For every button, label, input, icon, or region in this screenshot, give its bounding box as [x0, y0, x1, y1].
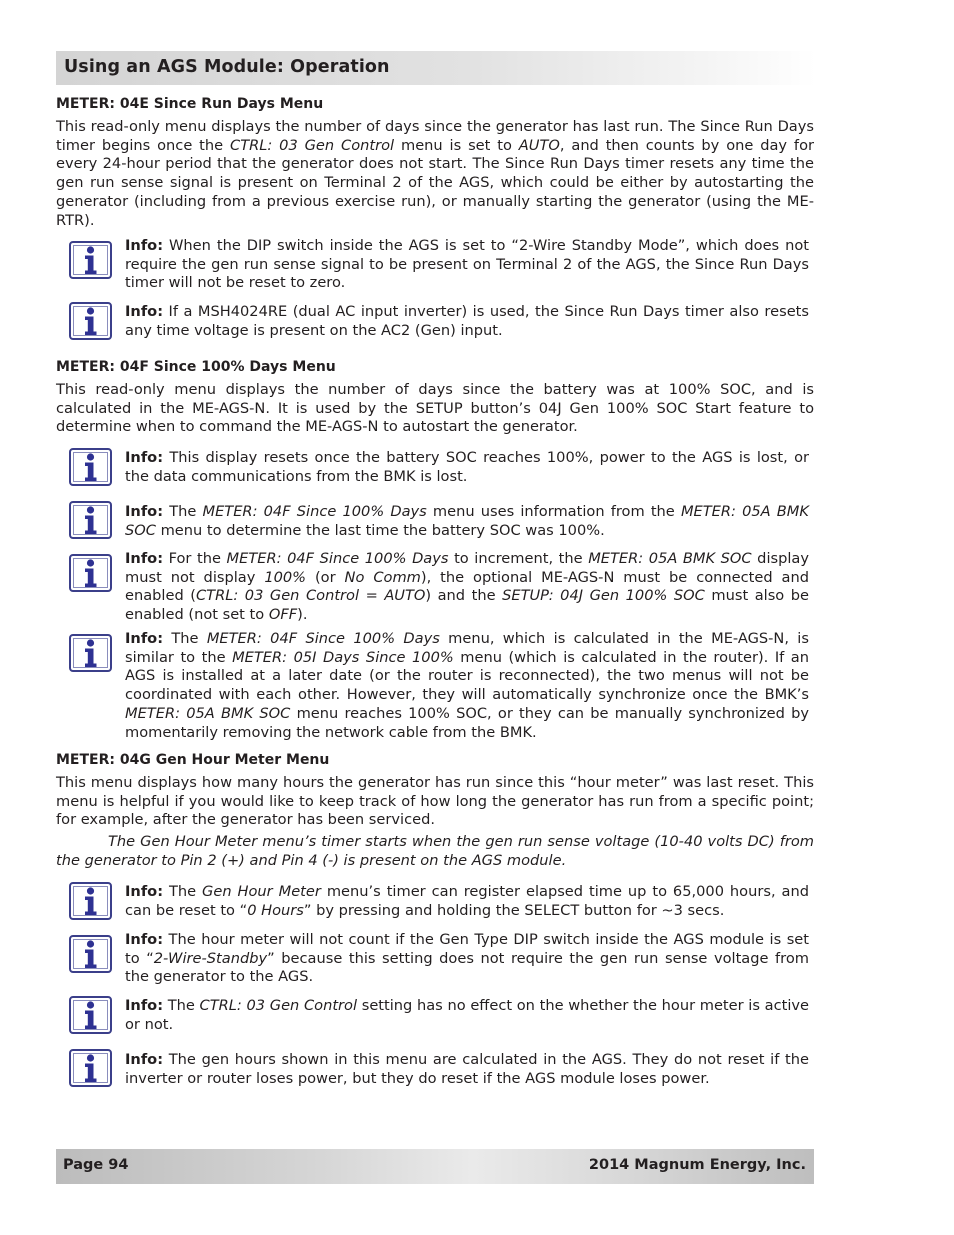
italic-term: AUTO: [518, 136, 560, 154]
italic-term: METER: 05I Days Since 100%: [232, 648, 454, 666]
section-header-bar: [56, 51, 816, 85]
heading-04f: METER: 04F Since 100% Days Menu: [56, 359, 336, 375]
info-note-04e-2: Info: If a MSH4024RE (dual AC input inverter) is used, the Since Run Days timer also resets any time voltage is present on the AC2 (Gen) input.: [125, 303, 810, 339]
info-label: Info:: [125, 630, 164, 647]
info-glyph: [71, 884, 110, 918]
italic-term: CTRL: 03 Gen Control: [199, 997, 358, 1014]
info-glyph: [71, 998, 110, 1032]
italic-term: OFF: [268, 606, 298, 624]
info-icon: [69, 1049, 112, 1087]
heading-04g: METER: 04G Gen Hour Meter Menu: [56, 752, 330, 768]
info-icon: [69, 882, 112, 920]
info-glyph: [71, 556, 110, 590]
italic-term: METER: 05A BMK SOC: [125, 503, 809, 539]
italic-term: METER: 04F Since 100% Days: [226, 550, 449, 567]
info-label: Info:: [125, 883, 164, 900]
info-note-04g-3: Info: The CTRL: 03 Gen Control setting has no effect on the whether the hour meter is active or not.: [125, 997, 809, 1033]
page-number: Page 94: [63, 1157, 129, 1173]
info-glyph: [71, 937, 110, 971]
page-title: Using an AGS Module: Operation: [64, 57, 390, 77]
page-footer: [56, 1149, 814, 1184]
paragraph-04e: This read-only menu displays the number of days since the generator has last run. The Since Run Days timer begins once the CTRL: 03 Gen Control menu is set to AUTO, and then counts by one day for every 24-hour period that the generator does not start. The Since Run Days timer resets any time the gen run sense signal is present on Terminal 2 of the AGS, which could be either by autostarting the generator (including from a previous exercise run), or manually starting the generator (using the ME-RTR).: [56, 118, 814, 229]
info-note-04f-3: Info: For the METER: 04F Since 100% Days to increment, the METER: 05A BMK SOC display must not display 100% (or No Comm), the optional ME-AGS-N must be connected and enabled (CTRL: 03 Gen Control = AUTO) and the SETUP: 04J Gen 100% SOC must also be enabled (not set to OFF).: [125, 550, 810, 624]
info-icon: [69, 634, 112, 672]
info-label: Info:: [125, 237, 164, 254]
italic-term: METER: 04F Since 100% Days: [202, 503, 427, 520]
italic-term: CTRL: 03 Gen Control: [230, 136, 395, 154]
info-glyph: [71, 503, 110, 537]
paragraph-04g-italic: The Gen Hour Meter menu’s timer starts when the gen run sense voltage (10-40 volts DC) from the generator to Pin 2 (+) and Pin 4 (-) is present on the AGS module.: [56, 833, 814, 869]
info-icon: [69, 996, 112, 1034]
italic-term: METER: 05A BMK SOC: [125, 704, 291, 722]
paragraph-04f: This read-only menu displays the number of days since the battery was at 100% SOC, and is calculated in the ME-AGS-N. It is used by the SETUP button’s 04J Gen 100% SOC Start feature to determine when to command the ME-AGS-N to autostart the generator.: [56, 381, 814, 436]
info-icon: [69, 501, 112, 539]
italic-term: 100%: [264, 568, 307, 586]
italic-term: Gen Hour Meter: [202, 883, 321, 900]
info-label: Info:: [125, 449, 164, 466]
italic-term: No Comm: [344, 568, 421, 586]
info-note-04f-1: Info: This display resets once the battery SOC reaches 100%, power to the AGS is lost, or the data communications from the BMK is lost.: [125, 449, 810, 485]
heading-04e: METER: 04E Since Run Days Menu: [56, 96, 324, 112]
info-label: Info:: [125, 997, 164, 1014]
italic-term: 0 Hours: [247, 901, 304, 919]
info-label: Info:: [125, 503, 164, 520]
info-label: Info:: [125, 1051, 164, 1068]
info-note-04g-1: Info: The Gen Hour Meter menu’s timer can register elapsed time up to 65,000 hours, and can be reset to “0 Hours” by pressing and holding the SELECT button for ~3 secs.: [125, 883, 809, 919]
copyright-text: 2014 Magnum Energy, Inc.: [588, 1157, 806, 1173]
info-glyph: [71, 304, 110, 338]
info-icon: [69, 448, 112, 486]
info-icon: [69, 241, 112, 279]
info-label: Info:: [125, 303, 164, 320]
paragraph-04g: This menu displays how many hours the generator has run since this “hour meter” was last reset. This menu is helpful if you would like to keep track of how long the generator has run from a specific point; for example, after the generator has been serviced.: [56, 774, 814, 829]
italic-term: METER: 04F Since 100% Days: [206, 630, 440, 647]
italic-term: 2-Wire-Standby: [153, 949, 268, 967]
info-note-04f-2: Info: The METER: 04F Since 100% Days menu uses information from the METER: 05A BMK SOC menu to determine the last time the battery SOC was 100%.: [125, 503, 809, 539]
info-label: Info:: [125, 931, 164, 948]
info-note-04g-2: Info: The hour meter will not count if the Gen Type DIP switch inside the AGS module is set to “2-Wire-Standby” because this setting does not require the gen run sense voltage from the generator to the AGS.: [125, 931, 809, 986]
italic-term: SETUP: 04J Gen 100% SOC: [502, 587, 705, 605]
info-glyph: [71, 243, 110, 277]
info-icon: [69, 935, 112, 973]
italic-term: METER: 05A BMK SOC: [588, 550, 752, 567]
info-icon: [69, 302, 112, 340]
info-note-04f-4: Info: The METER: 04F Since 100% Days menu, which is calculated in the ME-AGS-N, is similar to the METER: 05I Days Since 100% menu (which is calculated in the router). If an AGS is installed at a later date (or the router is reconnected), the two menus will not be coordinated with each other. However, they will automatically synchronize once the BMK’s METER: 05A BMK SOC menu reaches 100% SOC, or they can be manually synchronized by momentarily removing the network cable from the BMK.: [125, 630, 810, 741]
info-glyph: [71, 1051, 110, 1085]
info-glyph: [71, 636, 110, 670]
info-icon: [69, 554, 112, 592]
info-label: Info:: [125, 550, 164, 567]
info-note-04e-1: Info: When the DIP switch inside the AGS is set to “2-Wire Standby Mode”, which does not require the gen run sense signal to be present on Terminal 2 of the AGS, the Since Run Days timer will not be reset to zero.: [125, 237, 810, 292]
info-glyph: [71, 450, 110, 484]
info-note-04g-4: Info: The gen hours shown in this menu are calculated in the AGS. They do not reset if the inverter or router loses power, but they do reset if the AGS module loses power.: [125, 1051, 810, 1087]
italic-term: CTRL: 03 Gen Control = AUTO: [195, 587, 426, 605]
